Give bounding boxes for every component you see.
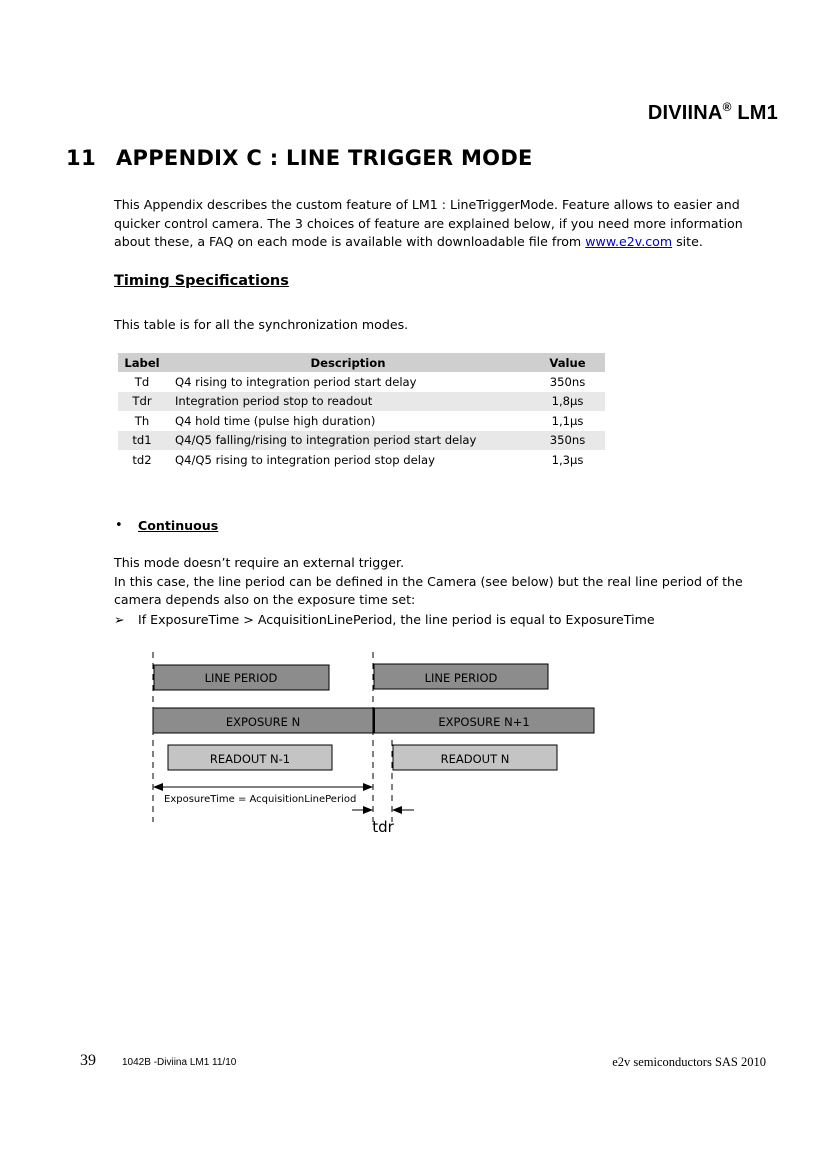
box-line-period-1 [154, 665, 329, 690]
row-label: Td [134, 374, 150, 389]
box-label: LINE PERIOD [204, 671, 278, 685]
row-label: Tdr [118, 392, 166, 412]
row-label: td1 [118, 431, 166, 451]
table-intro-text: This table is for all the synchronization modes. [114, 317, 409, 332]
row-label: Th [134, 413, 150, 428]
arrow-bullet-icon: ➢ [114, 612, 125, 627]
timing-specifications-heading: Timing Specifications [114, 273, 289, 289]
row-description: Q4 hold time (pulse high duration) [175, 413, 376, 428]
e2v-website-link[interactable]: www.e2v.com [585, 234, 673, 249]
row-value: 350ns [530, 431, 605, 451]
continuous-line-1: This mode doesn’t require an external trigger. [114, 555, 405, 570]
row-value: 350ns [549, 374, 586, 389]
tdr-label: tdr [372, 818, 394, 836]
box-label: READOUT N [440, 752, 510, 766]
box-label: LINE PERIOD [424, 671, 498, 685]
timing-spec-table [118, 353, 605, 470]
box-readout-n [393, 745, 557, 770]
condition-item [114, 611, 655, 630]
row-value: 1,3µs [551, 452, 584, 467]
intro-text: This Appendix describes the custom feature of LM1 : LineTriggerMode. Feature allows to easier and quicker control camera. The 3 choices of feature are explained below, if you need more information about these, a FAQ on each mode is available with downloadable file from [114, 197, 743, 249]
table-row [118, 411, 605, 431]
box-label: READOUT N-1 [209, 752, 291, 766]
table-row [118, 431, 605, 451]
intro-text-end: site. [672, 234, 703, 249]
row-value: 1,8µs [530, 392, 605, 412]
header-value: Value [530, 353, 605, 372]
box-line-period-2 [374, 664, 548, 689]
chapter-number: 11 [66, 146, 97, 170]
row-description: Integration period stop to readout [166, 392, 530, 412]
row-description: Q4 rising to integration period start delay [175, 374, 417, 389]
box-readout-n-1 [168, 745, 332, 770]
header-label: Label [118, 353, 166, 372]
copyright-notice: e2v semiconductors SAS 2010 [612, 1055, 766, 1069]
timing-diagram [0, 640, 826, 850]
span-label: ExposureTime = AcquisitionLinePeriod [164, 794, 357, 805]
continuous-heading: Continuous [138, 518, 219, 533]
row-value: 1,1µs [551, 413, 584, 428]
brand-name: DIVIINA [647, 102, 723, 124]
document-brand [560, 100, 778, 125]
table-row [118, 450, 605, 470]
condition-text: If ExposureTime > AcquisitionLinePeriod, the line period is equal to ExposureTime [138, 612, 655, 627]
continuous-line-2: In this case, the line period can be defined in the Camera (see below) but the real line period of the camera depends also on the exposure time set: [114, 573, 743, 607]
header-description: Description [166, 353, 530, 372]
table-row [118, 392, 605, 412]
table-row [118, 372, 605, 392]
chapter-title: APPENDIX C : LINE TRIGGER MODE [116, 146, 533, 170]
box-exposure-n1 [374, 708, 594, 733]
box-label: EXPOSURE N [225, 715, 301, 729]
box-exposure-n [153, 708, 373, 733]
registered-mark: ® [722, 100, 732, 114]
document-reference: 1042B -Diviina LM1 11/10 [122, 1057, 237, 1068]
continuous-description [114, 554, 774, 610]
table-header-row [118, 353, 605, 372]
row-label: td2 [132, 452, 152, 467]
box-label: EXPOSURE N+1 [438, 715, 530, 729]
row-description: Q4/Q5 falling/rising to integration period start delay [166, 431, 530, 451]
row-description: Q4/Q5 rising to integration period stop delay [175, 452, 435, 467]
intro-paragraph [114, 196, 764, 252]
page-number: 39 [80, 1052, 96, 1069]
bullet-icon: • [115, 518, 123, 533]
brand-model: LM1 [737, 102, 778, 124]
